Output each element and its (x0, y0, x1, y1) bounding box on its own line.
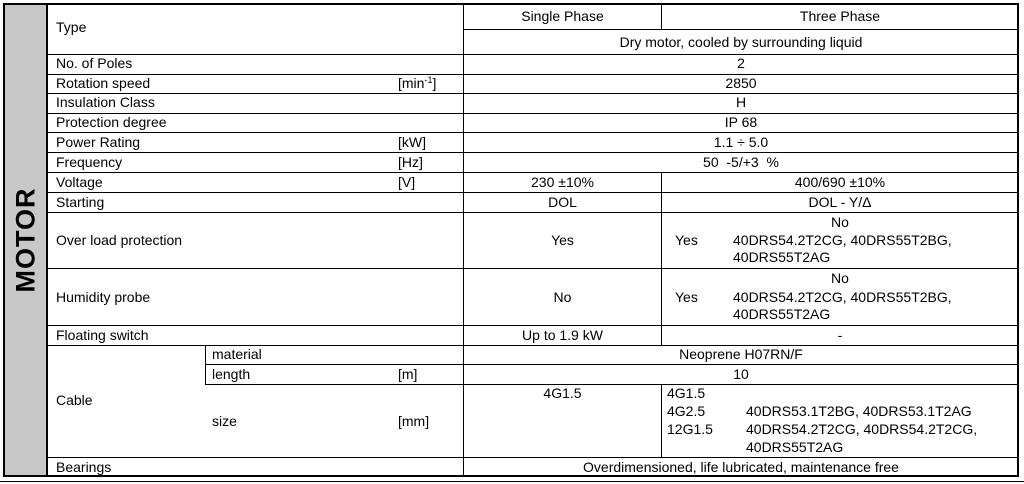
floating-single: Up to 1.9 kW (522, 327, 603, 343)
frequency-value: 50 -5/+3 % (703, 154, 779, 170)
rule (463, 29, 1018, 30)
cable-size-three-models: 40DRS54.2T2CG, 40DRS54.2T2CG, (746, 421, 978, 437)
rule (48, 93, 1018, 94)
cable-size-single: 4G1.5 (543, 385, 582, 401)
rule (48, 268, 1018, 269)
voltage-label: Voltage (56, 174, 103, 190)
rule (205, 345, 206, 385)
voltage-single: 230 ±10% (531, 174, 594, 190)
frequency-unit: [Hz] (398, 154, 423, 170)
rule (48, 54, 1018, 55)
cable-label: Cable (56, 392, 93, 408)
rule (48, 74, 1018, 75)
overload-three-no: No (831, 214, 849, 230)
cable-size-three-code: 4G2.5 (667, 403, 706, 419)
rule (205, 384, 1018, 385)
protection-label: Protection degree (56, 114, 167, 130)
cable-size-three-models: 40DRS55T2AG (746, 439, 844, 455)
single-phase-header: Single Phase (521, 8, 604, 24)
power-value: 1.1 ÷ 5.0 (713, 134, 769, 150)
insulation-label: Insulation Class (56, 94, 155, 110)
humidity-three-yes: Yes (675, 289, 698, 305)
floating-label: Floating switch (56, 327, 149, 343)
rule (48, 345, 1018, 346)
humidity-label: Humidity probe (56, 289, 151, 305)
humidity-single: No (553, 289, 572, 305)
poles-value: 2 (737, 55, 745, 71)
cable-length-unit: [m] (398, 366, 418, 382)
rotation-value: 2850 (725, 75, 757, 91)
motor-side-label: MOTOR (10, 187, 40, 293)
type-label: Type (56, 19, 87, 35)
power-unit: [kW] (398, 134, 426, 150)
humidity-three-models-2: 40DRS55T2AG (733, 306, 831, 322)
protection-value: IP 68 (724, 114, 758, 130)
bearings-label: Bearings (56, 459, 112, 475)
humidity-three-models-1: 40DRS54.2T2CG, 40DRS55T2BG, (733, 289, 952, 305)
cable-size-unit: [mm] (398, 413, 430, 429)
rule (48, 132, 1018, 133)
poles-label: No. of Poles (56, 55, 133, 71)
bearings-value: Overdimensioned, life lubricated, maintenance free (583, 459, 899, 475)
voltage-three: 400/690 ±10% (794, 174, 886, 190)
cable-size-three-code: 12G1.5 (667, 421, 713, 437)
power-label: Power Rating (56, 134, 141, 150)
overload-label: Over load protection (56, 232, 183, 248)
floating-three: - (837, 327, 843, 343)
cable-length-label: length (212, 366, 251, 382)
rule (48, 152, 1018, 153)
humidity-three-no: No (831, 270, 849, 286)
rule (48, 457, 1018, 458)
overload-three-models-1: 40DRS54.2T2CG, 40DRS55T2BG, (733, 232, 952, 248)
motor-side-panel (3, 3, 48, 477)
cable-material-value: Neoprene H07RN/F (679, 346, 803, 362)
three-phase-header: Three Phase (799, 8, 881, 24)
cable-size-three-code: 4G1.5 (667, 385, 706, 401)
rule (48, 212, 1018, 213)
rotation-label: Rotation speed (56, 75, 151, 91)
cable-material-label: material (212, 346, 262, 362)
cooling-description: Dry motor, cooled by surrounding liquid (619, 34, 863, 50)
rule (48, 192, 1018, 193)
starting-label: Starting (56, 194, 105, 210)
starting-three: DOL - Y/Δ (808, 194, 872, 210)
rule (661, 384, 662, 457)
rule (0, 481, 1024, 482)
overload-three-models-2: 40DRS55T2AG (733, 249, 831, 265)
voltage-unit: [V] (398, 174, 416, 190)
cable-length-value: 10 (733, 366, 749, 382)
cable-size-label: size (212, 413, 237, 429)
frequency-label: Frequency (56, 154, 123, 170)
rule (205, 364, 1018, 365)
insulation-value: H (735, 94, 747, 110)
cable-size-three-models: 40DRS53.1T2BG, 40DRS53.1T2AG (746, 403, 972, 419)
overload-three-yes: Yes (675, 232, 698, 248)
rule (48, 113, 1018, 114)
overload-single: Yes (551, 232, 574, 248)
rule (48, 325, 1018, 326)
rotation-unit: $[\min^{-1}]$ (398, 75, 437, 91)
starting-single: DOL (548, 194, 577, 210)
rule (48, 172, 1018, 173)
